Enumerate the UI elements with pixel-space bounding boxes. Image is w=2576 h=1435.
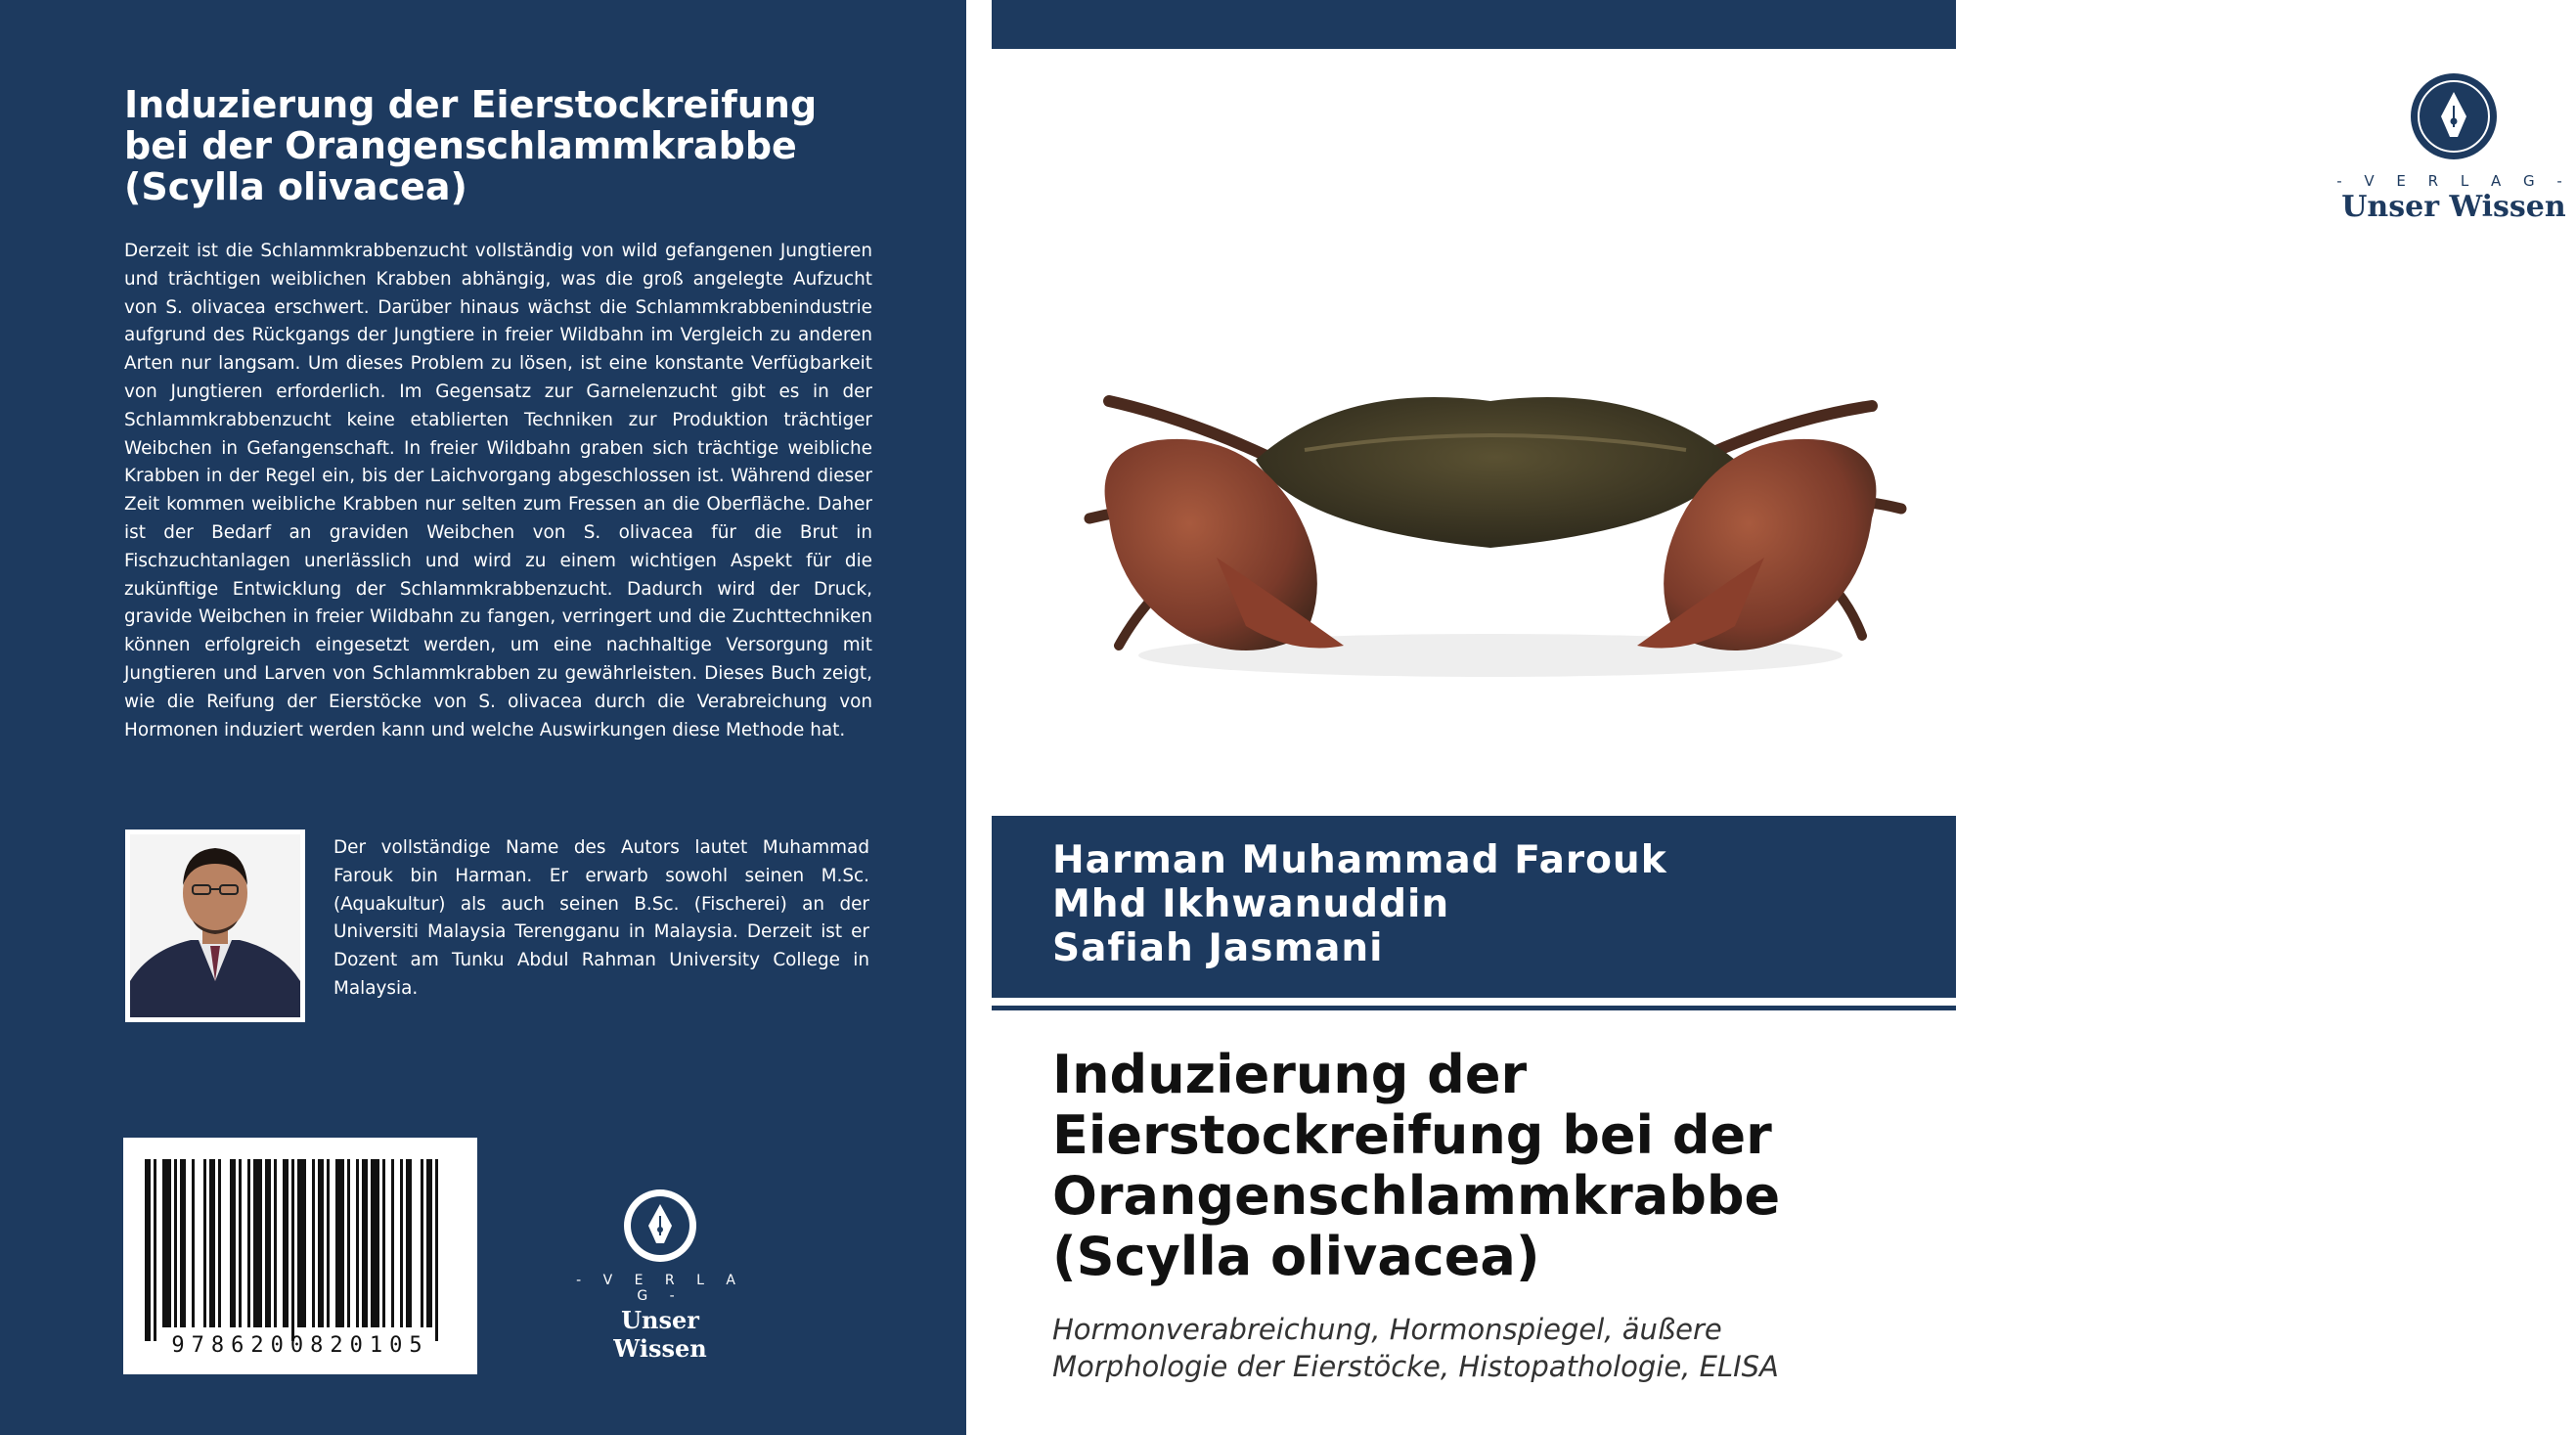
barcode-bar bbox=[297, 1159, 306, 1327]
barcode-bar bbox=[154, 1159, 156, 1341]
barcode-bar bbox=[230, 1159, 236, 1327]
barcode-bar bbox=[209, 1159, 215, 1327]
barcode-bar bbox=[435, 1159, 438, 1341]
spine bbox=[966, 0, 992, 1435]
fountain-pen-nib-icon bbox=[621, 1187, 699, 1265]
front-cover-title bbox=[1052, 1045, 1932, 1287]
author-name: Safiah Jasmani bbox=[1052, 926, 1384, 970]
barcode-bar bbox=[274, 1159, 277, 1327]
subtitle bbox=[1052, 1311, 1932, 1385]
author-bio: Der vollständige Name des Autors lautet Muhammad Farouk bin Harman. Er erwarb sowohl seinen M.Sc. (Aquakultur) als auch seinen B.Sc. (Fischerei) an der Universiti Malaysia Terengganu in Malaysia. Derzeit ist er Dozent am Tunku Abdul Rahman University College in Malaysia. bbox=[333, 837, 869, 999]
back-title-line: bei der Orangenschlammkrabbe bbox=[124, 124, 797, 167]
subtitle-line: Hormonverabreichung, Hormonspiegel, äußere bbox=[1052, 1313, 1722, 1346]
publisher-name: Unser Wissen bbox=[2341, 190, 2566, 224]
publisher-logo-back bbox=[572, 1187, 748, 1363]
barcode-bar bbox=[371, 1159, 379, 1327]
mud-crab-illustration bbox=[1050, 362, 1931, 695]
barcode bbox=[123, 1138, 477, 1374]
barcode-bar bbox=[400, 1159, 403, 1327]
barcode-bar bbox=[362, 1159, 368, 1327]
barcode-bar bbox=[391, 1159, 394, 1327]
barcode-bar bbox=[192, 1159, 195, 1327]
top-band bbox=[992, 0, 1956, 49]
barcode-bar bbox=[203, 1159, 206, 1327]
barcode-bar bbox=[218, 1159, 221, 1327]
front-title-line: Induzierung der bbox=[1052, 1044, 1528, 1105]
barcode-bar bbox=[382, 1159, 385, 1327]
front-title-line: (Scylla olivacea) bbox=[1052, 1226, 1540, 1287]
barcode-bar bbox=[406, 1159, 412, 1327]
barcode-bar bbox=[291, 1159, 294, 1341]
front-title-line: Eierstockreifung bei der bbox=[1052, 1104, 1772, 1166]
barcode-bar bbox=[265, 1159, 271, 1327]
publisher-name: Unser Wissen bbox=[613, 1306, 707, 1363]
barcode-bar bbox=[145, 1159, 151, 1341]
barcode-bar bbox=[312, 1159, 315, 1327]
barcode-bar bbox=[174, 1159, 177, 1327]
publisher-logo-front bbox=[2332, 72, 2576, 224]
barcode-bar bbox=[335, 1159, 344, 1327]
barcode-bar bbox=[162, 1159, 171, 1327]
barcode-bar bbox=[239, 1159, 242, 1327]
barcode-bar bbox=[347, 1159, 350, 1327]
author-portrait-image bbox=[130, 834, 300, 1017]
barcode-bar bbox=[426, 1159, 432, 1327]
front-title-line: Orangenschlammkrabbe bbox=[1052, 1165, 1781, 1227]
back-cover-title bbox=[124, 84, 887, 207]
verlag-label: - V E R L A G - bbox=[576, 1273, 744, 1304]
book-blurb: Derzeit ist die Schlammkrabbenzucht vollständig von wild gefangenen Jungtieren und trächtigen weiblichen Krabben abhängig, was die groß angelegte Aufzucht von S. olivacea erschwert. Darüber hinaus wächst die Schlammkrabbenindustrie aufgrund des Rückgangs der Jungtiere in freier Wildbahn im Vergleich zu anderen Arten nur langsam. Um dieses Problem zu lösen, ist eine konstante Verfügbarkeit von Jungtieren erforderlich. Im Gegensatz zur Garnelenzucht gibt es in der Schlammkrabbenzucht keine etablierten Techniken zur Produktion trächtiger Weibchen in Gefangenschaft. In freier Wildbahn graben sich trächtige weibliche Krabben in der Regel ein, bis der Laichvorgang abgeschlossen ist. Während dieser Zeit kommen weibliche Krabben nur selten zum Fressen an die Oberfläche. Daher ist der Bedarf an graviden Weibchen von S. olivacea für die Brut in Fischzuchtanlagen unerlässlich und wird zu einem wichtigen Aspekt für die zukünftige Entwicklung der Schlammkrabbenzucht. Dadurch wird der Druck, gravide Weibchen in freier Wildbahn zu fangen, verringert und die Zuchttechniken können erfolgreich eingesetzt werden, um eine nachhaltige Versorgung mit Jungtieren und Larven von Schlammkrabben zu gewährleisten. Dieses Buch zeigt, wie die Reifung der Eierstöcke von S. olivacea durch die Verabreichung von Hormonen induziert werden kann und welche Auswirkungen diese Methode hat. bbox=[124, 241, 872, 740]
isbn-number: 9786200820105 bbox=[171, 1333, 429, 1358]
barcode-bar bbox=[327, 1159, 330, 1327]
subtitle-line: Morphologie der Eierstöcke, Histopathologie, ELISA bbox=[1052, 1350, 1779, 1383]
back-cover bbox=[0, 0, 966, 1435]
fountain-pen-nib-icon bbox=[2410, 72, 2498, 160]
author-name: Mhd Ikhwanuddin bbox=[1052, 882, 1450, 926]
barcode-bar bbox=[247, 1159, 250, 1327]
back-title-line: Induzierung der Eierstockreifung bbox=[124, 83, 818, 126]
author-name: Harman Muhammad Farouk bbox=[1052, 838, 1667, 882]
verlag-label: - V E R L A G - bbox=[2336, 172, 2571, 190]
mud-crab-image bbox=[1050, 362, 1931, 695]
back-title-line: (Scylla olivacea) bbox=[124, 165, 467, 208]
barcode-bar bbox=[356, 1159, 359, 1327]
barcode-bar bbox=[421, 1159, 423, 1327]
barcode-bar bbox=[180, 1159, 186, 1327]
barcode-bar bbox=[283, 1159, 289, 1327]
barcode-bar bbox=[318, 1159, 324, 1327]
author-list bbox=[1052, 838, 1667, 970]
author-photo bbox=[125, 830, 305, 1022]
divider bbox=[992, 1006, 1956, 1010]
front-cover bbox=[992, 0, 2571, 1435]
barcode-bar bbox=[253, 1159, 262, 1327]
